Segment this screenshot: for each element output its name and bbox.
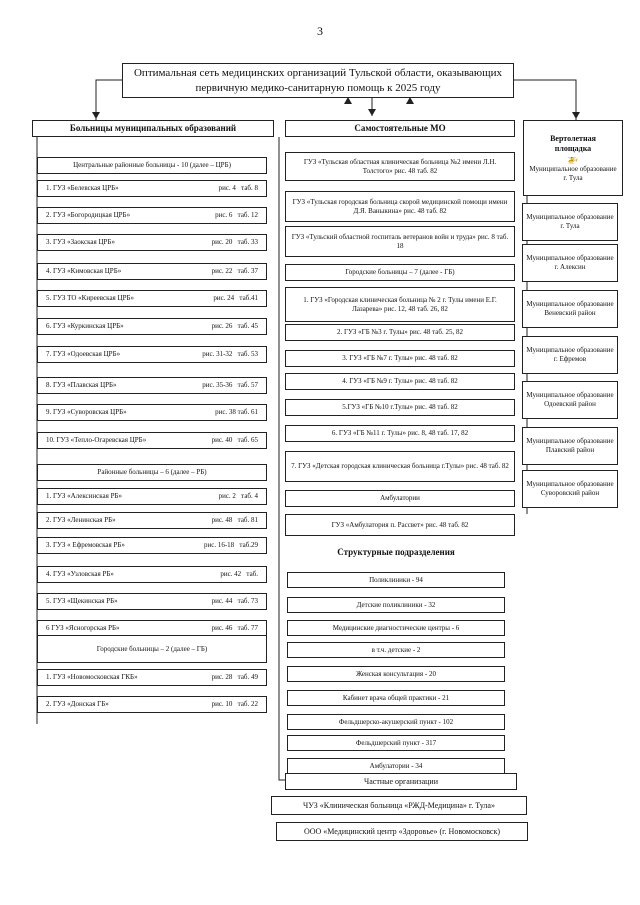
crb-item-ref: рис. 20 таб. 33 bbox=[211, 238, 258, 247]
middle-item: 2. ГУЗ «ГБ №3 г. Тулы» рис. 48 таб. 25, 82 bbox=[285, 324, 515, 341]
rb-item-ref: рис. 2 таб. 4 bbox=[218, 492, 258, 501]
crb-item bbox=[37, 234, 267, 251]
rb-item bbox=[37, 593, 267, 610]
crb-item-ref: рис. 35-36 таб. 57 bbox=[202, 381, 258, 390]
crb-item bbox=[37, 432, 267, 449]
rb-item-name: 4. ГУЗ «Узловская РБ» bbox=[46, 570, 114, 579]
crb-item-ref: рис. 24 таб.41 bbox=[213, 294, 258, 303]
middle-item: 6. ГУЗ «ГБ №11 г. Тулы» рис. 8, 48 таб. 17, 82 bbox=[285, 425, 515, 442]
middle-item: Амбулатории bbox=[285, 490, 515, 507]
municipality-item: Муниципальное образование Суворовский район bbox=[522, 470, 618, 508]
helicopter-icon: 🚁 bbox=[567, 153, 579, 164]
rb-item-name: 2. ГУЗ «Ленинская РБ» bbox=[46, 516, 116, 525]
gb-item-ref: рис. 10 таб. 22 bbox=[211, 700, 258, 709]
middle-item: ГУЗ «Тульская городская больница скорой медицинской помощи имени Д.Я. Ваныкина» рис. 48 таб. 82 bbox=[285, 191, 515, 222]
crb-item bbox=[37, 377, 267, 394]
crb-item bbox=[37, 346, 267, 363]
rb-item-ref: рис. 44 таб. 73 bbox=[211, 597, 258, 606]
crb-item bbox=[37, 404, 267, 421]
heliport-sub: Муниципальное образование г. Тула bbox=[529, 164, 617, 182]
crb-item-name: 10. ГУЗ «Тепло-Огаревская ЦРБ» bbox=[46, 436, 147, 445]
crb-item-name: 1. ГУЗ «Белевская ЦРБ» bbox=[46, 184, 119, 193]
rb-item bbox=[37, 537, 267, 554]
rb-item-ref: рис. 42 таб. bbox=[220, 570, 258, 579]
middle-item: 3. ГУЗ «ГБ №7 г. Тулы» рис. 48 таб. 82 bbox=[285, 350, 515, 367]
gb-group-label: Городские больницы – 2 (далее – ГБ) bbox=[96, 644, 208, 653]
crb-item-name: 6. ГУЗ «Куркинская ЦРБ» bbox=[46, 322, 124, 331]
municipality-item: Муниципальное образование г. Алексин bbox=[522, 244, 618, 282]
municipality-item: Муниципальное образование г. Тула bbox=[522, 203, 618, 241]
crb-item bbox=[37, 290, 267, 307]
crb-group-header: Центральные районные больницы - 10 (далее – ЦРБ) bbox=[37, 157, 267, 174]
municipality-item: Муниципальное образование Веневский район bbox=[522, 290, 618, 328]
middle-item: 1. ГУЗ «Городская клиническая больница № 2 г. Тулы имени Е.Г. Лазарева» рис. 12, 48 таб. 26, 82 bbox=[285, 287, 515, 322]
middle-item: 4. ГУЗ «ГБ №9 г. Тулы» рис. 48 таб. 82 bbox=[285, 373, 515, 390]
struct-item: Амбулатории - 34 bbox=[287, 758, 505, 774]
middle-item: Городские больницы – 7 (далее - ГБ) bbox=[285, 264, 515, 281]
struct-item: Фельдшерско-акушерский пункт - 102 bbox=[287, 714, 505, 730]
rb-item-ref: рис. 46 таб. 77 bbox=[211, 624, 258, 633]
rb-item bbox=[37, 488, 267, 505]
middle-item: ГУЗ «Амбулатория п. Рассвет» рис. 48 таб. 82 bbox=[285, 514, 515, 536]
rb-item-name: 1. ГУЗ «Алексинская РБ» bbox=[46, 492, 123, 501]
page-number: 3 bbox=[317, 24, 323, 38]
private-header: Частные организации bbox=[285, 773, 517, 790]
middle-item: 7. ГУЗ «Детская городская клиническая больница г.Тулы» рис. 48 таб. 82 bbox=[285, 451, 515, 482]
struct-item: Медицинские диагностические центры - 6 bbox=[287, 620, 505, 636]
rb-item-ref: рис. 16-18 таб.29 bbox=[204, 541, 258, 550]
crb-item bbox=[37, 263, 267, 280]
private-item-1: ЧУЗ «Клиническая больница «РЖД-Медицина» г. Тула» bbox=[271, 796, 527, 815]
left-header: Больницы муниципальных образований bbox=[32, 120, 274, 137]
crb-item-name: 8. ГУЗ «Плавская ЦРБ» bbox=[46, 381, 117, 390]
title-line-2: первичную медико-санитарную помощь к 2025 году bbox=[195, 81, 441, 94]
crb-item-name: 2. ГУЗ «Богородицкая ЦРБ» bbox=[46, 211, 131, 220]
crb-item-name: 4. ГУЗ «Кимовская ЦРБ» bbox=[46, 267, 122, 276]
middle-item: 5.ГУЗ «ГБ №10 г.Тулы» рис. 48 таб. 82 bbox=[285, 399, 515, 416]
crb-item-ref: рис. 38 таб. 61 bbox=[215, 408, 258, 417]
heliport-title-2: площадка bbox=[554, 143, 592, 153]
rb-item-ref: рис. 48 таб. 81 bbox=[211, 516, 258, 525]
crb-item-ref: рис. 26 таб. 45 bbox=[211, 322, 258, 331]
crb-item-ref: рис. 40 таб. 65 bbox=[211, 436, 258, 445]
crb-item-name: 9. ГУЗ «Суворовская ЦРБ» bbox=[46, 408, 127, 417]
crb-item-name: 3. ГУЗ «Заокская ЦРБ» bbox=[46, 238, 115, 247]
crb-item-name: 5. ГУЗ ТО «Киреевская ЦРБ» bbox=[46, 294, 134, 303]
rb-item-name: 6 ГУЗ «Ясногорская РБ» bbox=[46, 624, 120, 633]
crb-item-ref: рис. 22 таб. 37 bbox=[211, 267, 258, 276]
municipality-item: Муниципальное образование Одоевский район bbox=[522, 381, 618, 419]
crb-item-ref: рис. 31-32 таб. 53 bbox=[202, 350, 258, 359]
gb-group-header bbox=[37, 635, 267, 663]
struct-item: Поликлиники - 94 bbox=[287, 572, 505, 588]
struct-item: Детские поликлиники - 32 bbox=[287, 597, 505, 613]
rb-item bbox=[37, 512, 267, 529]
middle-item: ГУЗ «Тульский областной госпиталь ветеранов войн и труда» рис. 8 таб. 18 bbox=[285, 226, 515, 257]
rb-group-header: Районные больницы – 6 (далее – РБ) bbox=[37, 464, 267, 481]
rb-item-name: 3. ГУЗ « Ефремовская РБ» bbox=[46, 541, 125, 550]
municipality-item: Муниципальное образование г. Ефремов bbox=[522, 336, 618, 374]
gb-item-name: 1. ГУЗ «Новомосковская ГКБ» bbox=[46, 673, 138, 682]
rb-item bbox=[37, 566, 267, 583]
crb-item bbox=[37, 318, 267, 335]
heliport-title-1: Вертолетная bbox=[550, 133, 596, 143]
crb-item-name: 7. ГУЗ «Одоевская ЦРБ» bbox=[46, 350, 121, 359]
gb-item-ref: рис. 28 таб. 49 bbox=[211, 673, 258, 682]
gb-item bbox=[37, 696, 267, 713]
crb-item bbox=[37, 180, 267, 197]
municipality-item: Муниципальное образование Плавский район bbox=[522, 427, 618, 465]
crb-item-ref: рис. 4 таб. 8 bbox=[218, 184, 258, 193]
gb-item-name: 2. ГУЗ «Донская ГБ» bbox=[46, 700, 109, 709]
private-item-2: ООО «Медицинский центр «Здоровье» (г. Новомосковск) bbox=[276, 822, 528, 841]
middle-header: Самостоятельные МО bbox=[285, 120, 515, 137]
struct-item: Женская консультация - 20 bbox=[287, 666, 505, 682]
rb-item-name: 5. ГУЗ «Щекинская РБ» bbox=[46, 597, 118, 606]
struct-header: Структурные подразделения bbox=[287, 545, 505, 561]
gb-item bbox=[37, 669, 267, 686]
title-line-1: Оптимальная сеть медицинских организаций Тульской области, оказывающих bbox=[133, 67, 503, 80]
struct-item: Фельдшерский пункт - 317 bbox=[287, 735, 505, 751]
heliport-header bbox=[523, 120, 623, 196]
struct-item: в т.ч. детские - 2 bbox=[287, 642, 505, 658]
struct-item: Кабинет врача общей практики - 21 bbox=[287, 690, 505, 706]
middle-item: ГУЗ «Тульская областная клиническая больница №2 имени Л.Н. Толстого» рис. 48 таб. 82 bbox=[285, 152, 515, 181]
crb-item-ref: рис. 6 таб. 12 bbox=[215, 211, 258, 220]
crb-item bbox=[37, 207, 267, 224]
